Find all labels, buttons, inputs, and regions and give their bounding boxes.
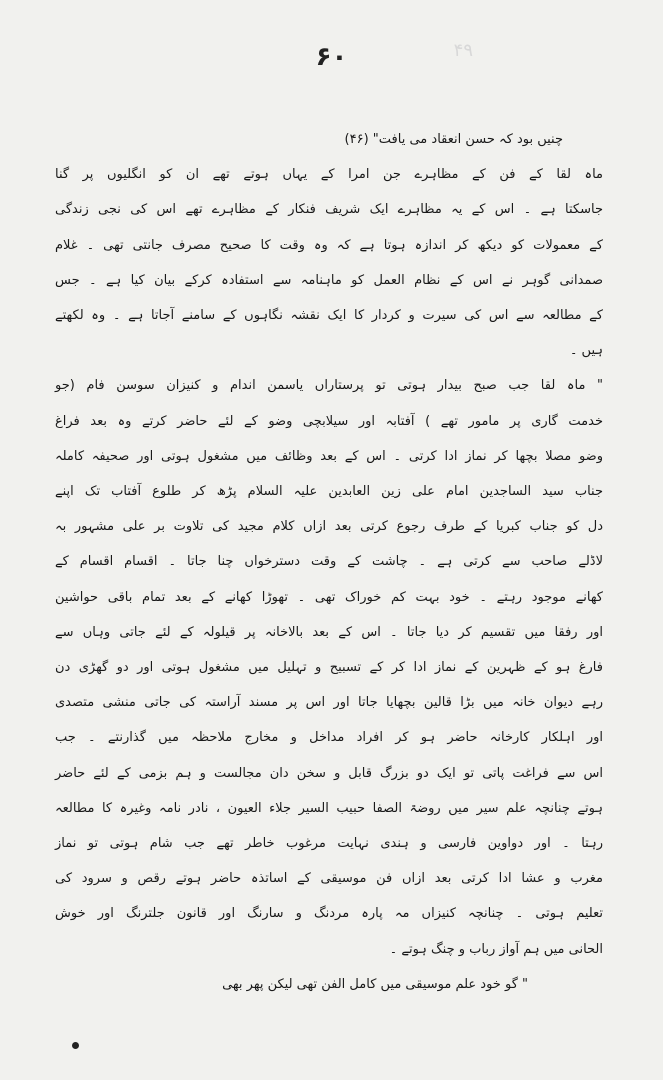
text-line: " گو خود علم موسیقی میں کامل الفن تھی لیکن پھر بھی [222,976,528,992]
text-line: ماہ لقا کے فن کے مظاہرے جن امرا کے یہاں ہوتے تھے ان کو انگلیوں پر گنا [55,167,603,183]
text-line: اس سے فراغت پاتی تو ایک دو بزرگ قابل و سخن دان مجالست و ہم بزمی کے لئے حاضر [55,765,603,781]
text-line: ہوتے چنانچہ علم سیر میں روضۃ الصفا حبیب السیر جلاء العیون ، نادر نامہ وغیرہ کا مطالعہ [55,800,603,816]
bullet-dot [72,1042,79,1049]
text-line: اور رفقا میں تقسیم کر دیا جاتا ۔ اس کے بعد بالاخانہ پر قیلولہ کے لئے جاتی وہاں سے [55,624,603,640]
text-line: رہتا ۔ اور دواوین فارسی و ہندی نہایت مرغوب خاطر تھے جب شام ہوتی تو نماز [55,836,603,852]
text-line: الحانی میں ہم آواز رباب و چنگ ہوتے ۔ [389,941,603,957]
text-line: جاسکتا ہے ۔ اس کے یہ مظاہرے ایک شریف فنکار کے مظاہرے تھے اس کی نجی زندگی [55,202,603,218]
text-line: اور اہلکار کارخانہ حاضر ہو کر افراد مداخل و مخارج ملاحظہ میں گذارنتے ۔ جب [55,730,603,746]
text-line: لاڈلے صاحب سے کرتی ہے ۔ چاشت کے وقت دسترخواں چنا جاتا ۔ اقسام اقسام کے [55,554,603,570]
text-line: مغرب و عشا ادا کرتی بعد ازاں فن موسیقی کے اساتذہ حاضر ہوتے رقص و سرود کی [55,871,603,887]
text-line: کے معمولات کو دیکھ کر اندازہ ہوتا ہے کہ وہ وقت کا صحیح مصرف جانتی تھی ۔ غلام [55,237,603,253]
text-line: خدمت گاری پر مامور تھے ) آفتابہ اور سیلابچی وضو کے لئے حاضر کرتے وہ بعد فراغ [55,413,603,429]
text-line: کھانے موجود رہتے ۔ خود بہت کم خوراک تھی ۔ تھوڑا کھانے کے بعد تمام باقی حواشین [55,589,603,605]
page-number: ۶۰ [315,42,348,72]
text-line: دل کو جناب کبریا کے طرف رجوع کرتی بعد ازاں کلام مجید کی تلاوت بر علی مشہور بہ [55,519,603,535]
text-line: کے مطالعہ سے اس کی سیرت و کردار کا ایک نقشہ نگاہوں کے سامنے آجاتا ہے ۔ وہ لکھتے [55,308,603,324]
text-line: تعلیم ہوتی ۔ چنانچہ کنیزاں مہ پارہ مردنگ و سارنگ اور قانون جلترنگ اور خوش [55,906,603,922]
text-line: ہیں ۔ [569,343,603,359]
text-line: " ماہ لقا جب صبح بیدار ہوتی تو پرستاراں یاسمن اندام و کنیزان سوسن فام (جو [55,378,603,394]
text-line: رہے دیوان خانہ میں بڑا قالین بچھایا جاتا اور اس پر مسند آراستہ کی جاتی منشی متصدی [55,695,603,711]
text-line: جناب سید الساجدین امام علی زین العابدین علیہ السلام پڑھ کر طلوع آفتاب تک اپنے [55,484,603,500]
text-line: صمدانی گوہر نے اس کے نظام العمل کو ماہنامہ سے استفادہ کرکے بیان کیا ہے ۔ جس [55,272,603,288]
text-line: چنیں بود کہ حسن انعقاد می یافت" (۴۶) [344,132,563,147]
text-line: فارغ ہو کے ظہرین کے نماز ادا کر کے تسبیح و تہلیل میں مشغول ہوتی اور دو گھڑی دن [55,660,603,676]
body-text [55,122,603,1002]
bleed-through-mark: ۴۹ [453,40,473,61]
text-line: وضو مصلا بچھا کر نماز ادا کرتی ۔ اس کے بعد وظائف میں مشغول ہوتی اور صحیفہ کاملہ [55,448,603,464]
